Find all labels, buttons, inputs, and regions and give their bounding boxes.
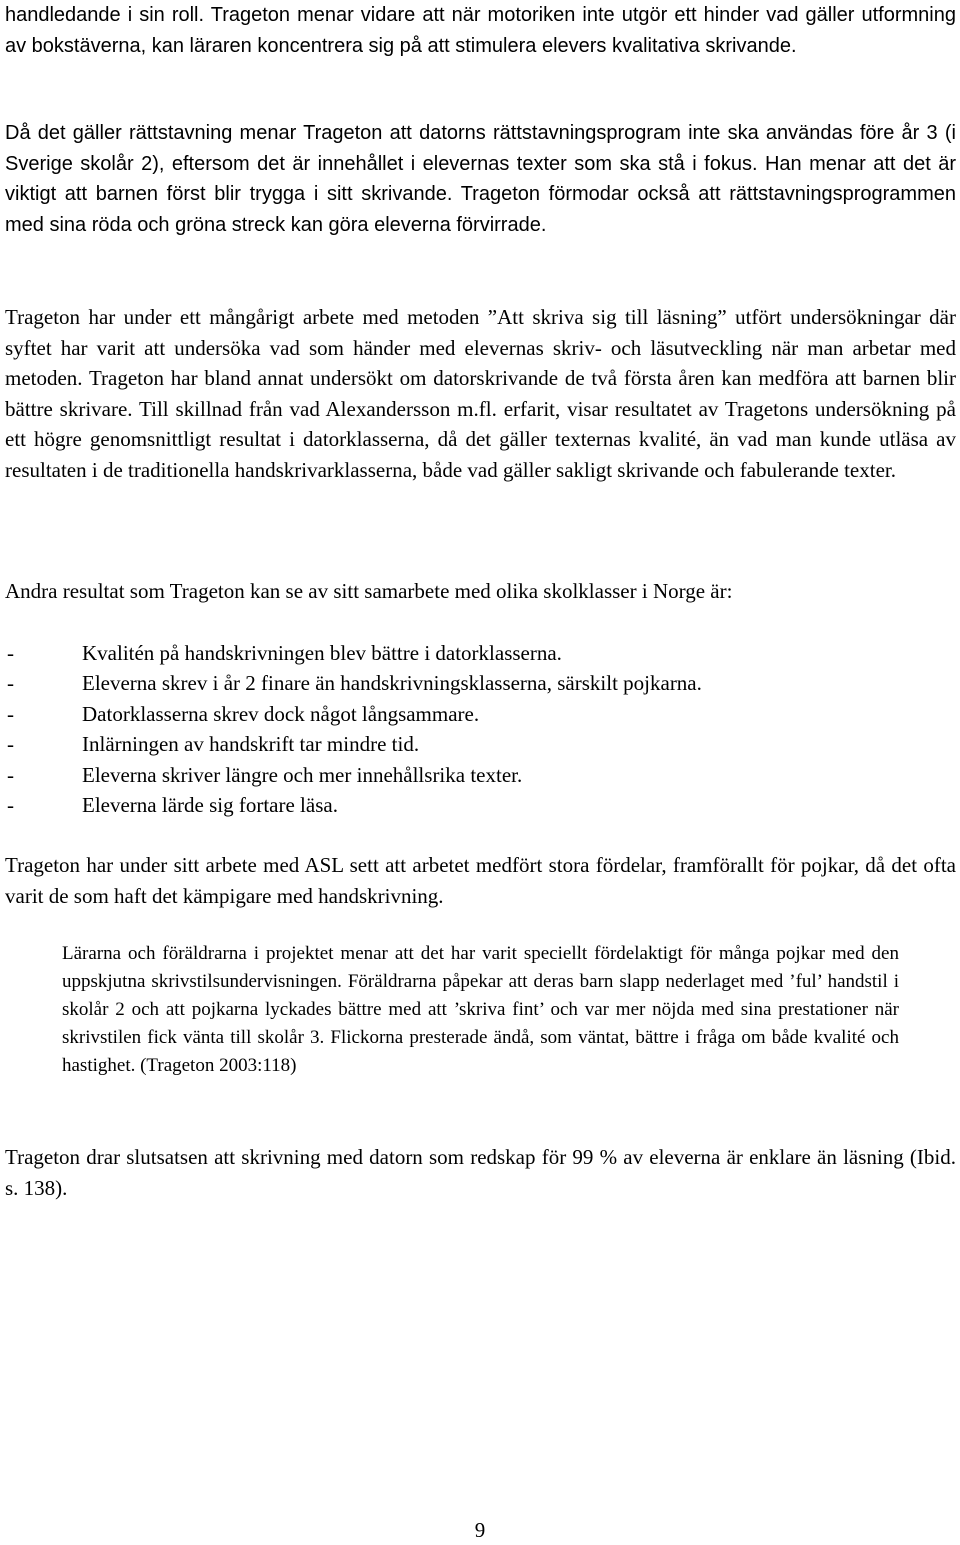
spelling-paragraph: Då det gäller rättstavning menar Trageton att datorns rättstavningsprogram inte ska användas före år 3 (i Sverige skolår 2), eftersom det är innehållet i elevernas texter som ska stå i fokus. Han menar att det är viktigt att barnen först blir trygga i sitt skrivande. Trageton förmodar också att rättstavningsprogrammen med sina röda och gröna streck kan göra eleverna förvirrade. [5,122,956,236]
results-intro-paragraph: Andra resultat som Trageton kan se av sitt samarbete med olika skolklasser i Norge är: [5,579,733,603]
list-item [5,790,955,820]
list-item-text: Eleverna lärde sig fortare läsa. [82,793,338,818]
research-paragraph: Trageton har under ett mångårigt arbete med metoden ”Att skriva sig till läsning” utfört undersökningar där syftet har varit att undersöka vad som händer med elevernas skriv- och läsutveckling när man arbetar med metoden. Trageton har bland annat undersökt om datorskrivande de två första åren kan medföra att barnen blir bättre skrivare. Till skillnad från vad Alexandersson m.fl. erfarit, visar resultatet av Tragetons undersökning på ett högre genomsnittligt resultat i datorklasserna, då det gäller texternas kvalité, än vad man kunde utläsa av resultaten i de traditionella handskrivarklasserna, både vad gäller sakligt skrivande och fabulerande texter. [5,305,956,482]
intro-paragraph: handledande i sin roll. Trageton menar vidare att när motoriken inte utgör ett hinder vad gäller utformning av bokstäverna, kan läraren koncentrera sig på att stimulera elevers kvalitativa skrivande. [5,4,956,57]
list-marker: - [7,793,14,818]
list-marker: - [7,732,14,757]
block-quote: Lärarna och föräldrarna i projektet menar att det har varit speciellt fördelaktigt för många pojkar med den uppskjutna skrivstilsundervisningen. Föräldrarna påpekar att deras barn slapp nederlaget med ’ful’ handstil i skolår 2 och att pojkarna lyckades bättre med att ’skriva fint’ och var mer nöjda med sina prestationer när skrivstilen fick vänta till skolår 3. Flickorna presterade ändå, som väntat, bättre i fråga om både kvalité och hastighet. (Trageton 2003:118) [62,943,899,1076]
list-marker: - [7,762,14,787]
list-marker: - [7,701,14,726]
conclusion-paragraph: Trageton drar slutsatsen att skrivning med datorn som redskap för 99 % av eleverna är enklare än läsning (Ibid. s. 138). [5,1145,956,1200]
page-number: 9 [474,1518,486,1542]
list-item [5,729,955,759]
list-item-text: Eleverna skrev i år 2 finare än handskrivningsklasserna, särskilt pojkarna. [82,671,702,696]
list-item-text: Kvalitén på handskrivningen blev bättre i datorklasserna. [82,641,562,665]
list-item-text: Inlärningen av handskrift tar mindre tid. [82,732,420,757]
list-marker: - [7,671,14,696]
list-item [5,668,955,698]
list-item [5,699,955,729]
list-marker: - [7,641,14,665]
results-list [5,638,955,820]
asl-paragraph: Trageton har under sitt arbete med ASL sett att arbetet medfört stora fördelar, framförallt för pojkar, då det ofta varit de som haft det kämpigare med handskrivning. [5,853,956,908]
list-item-text: Datorklasserna skrev dock något långsammare. [82,701,480,726]
list-item [5,638,955,668]
list-item-text: Eleverna skriver längre och mer innehållsrika texter. [82,762,523,787]
list-item [5,760,955,790]
